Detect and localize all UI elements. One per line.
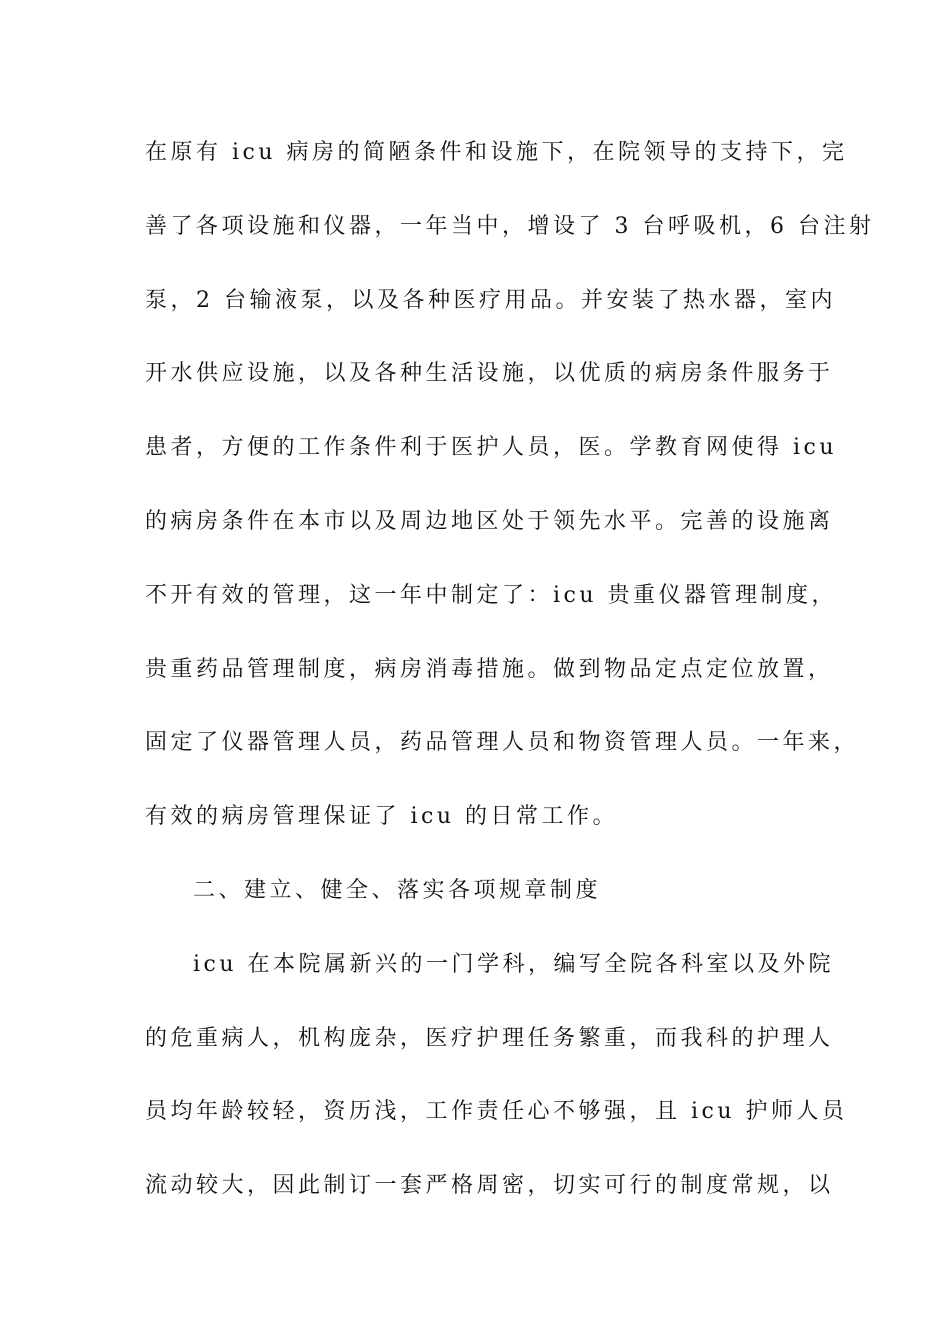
text-line: 流动较大，因此制订一套严格周密，切实可行的制度常规，以 — [145, 1173, 834, 1199]
text-line: 有效的病房管理保证了 icu 的日常工作。 — [145, 804, 619, 830]
text-line: 的病房条件在本市以及周边地区处于领先水平。完善的设施离 — [145, 508, 834, 534]
text-line: 开水供应设施，以及各种生活设施，以优质的病房条件服务于 — [145, 361, 834, 387]
section-heading: 二、建立、健全、落实各项规章制度 — [193, 877, 602, 903]
text-line: 固定了仪器管理人员，药品管理人员和物资管理人员。一年来， — [145, 730, 860, 756]
document-body — [145, 127, 875, 1234]
text-line: 不开有效的管理，这一年中制定了：icu 贵重仪器管理制度， — [145, 582, 838, 608]
text-line: 的危重病人，机构庞杂，医疗护理任务繁重，而我科的护理人 — [145, 1025, 834, 1051]
text-line: icu 在本院属新兴的一门学科，编写全院各科室以及外院 — [193, 951, 835, 977]
text-line: 贵重药品管理制度，病房消毒措施。做到物品定点定位放置， — [145, 656, 834, 682]
text-line: 员均年龄较轻，资历浅，工作责任心不够强，且 icu 护师人员 — [145, 1099, 848, 1125]
text-line: 善了各项设施和仪器，一年当中，增设了 3 台呼吸机，6 台注射 — [145, 213, 875, 239]
text-line: 泵，2 台输液泵，以及各种医疗用品。并安装了热水器，室内 — [145, 287, 836, 313]
text-line: 患者，方便的工作条件利于医护人员，医。学教育网使得 icu — [145, 435, 838, 461]
text-line: 在原有 icu 病房的简陋条件和设施下，在院领导的支持下，完 — [145, 140, 848, 165]
